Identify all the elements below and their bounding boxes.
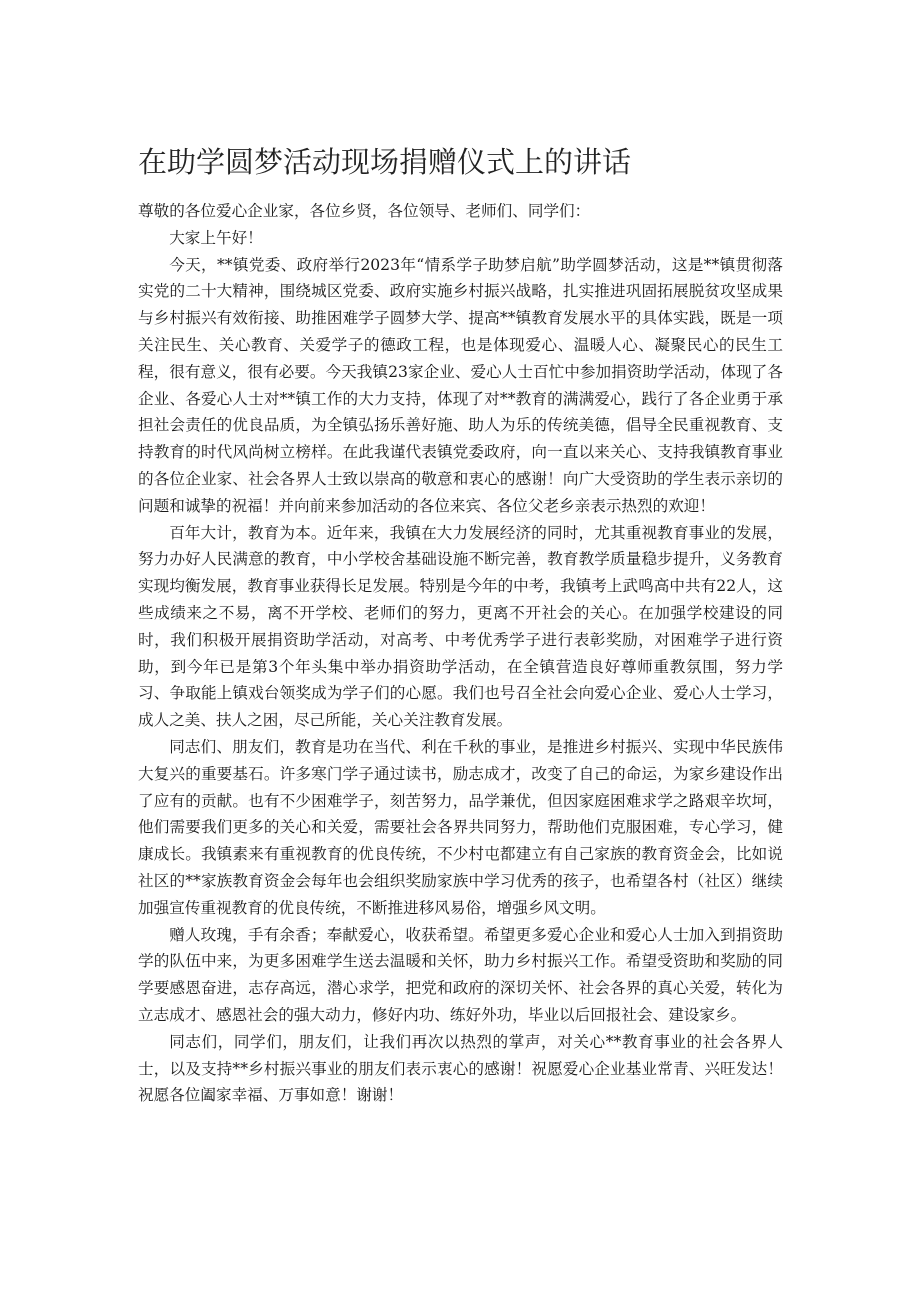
paragraph-greeting: 大家上午好！ xyxy=(169,228,263,247)
paragraph-closing: 同志们，同学们，朋友们，让我们再次以热烈的掌声，对关心**教育事业的社会各界人士，以及支持**乡村振兴事业的朋友们表示衷心的感谢！祝愿爱心企业基业常青、兴旺发达！祝愿各位阖家幸福、万事如意！谢谢！ xyxy=(138,1032,783,1105)
paragraph-education-development: 百年大计，教育为本。近年来，我镇在大力发展经济的同时，尤其重视教育事业的发展，努力办好人民满意的教育，中小学校舍基础设施不断完善，教育教学质量稳步提升，义务教育实现均衡发展，教育事业获得长足发展。特别是今年的中考，我镇考上武鸣高中共有22人，这些成绩来之不易，离不开学校、老师们的努力，更离不开社会的关心。在加强学校建设的同时，我们积极开展捐资助学活动，对高考、中考优秀学子进行表彰奖励，对困难学子进行资助，到今年已是第3个年头集中举办捐资助学活动，在全镇营造良好尊师重教氛围，努力学习、争取能上镇戏台领奖成为学子们的心愿。我们也号召全社会向爱心企业、爱心人士学习，成人之美、扶人之困，尽己所能，关心关注教育发展。 xyxy=(138,523,783,730)
document-title: 在助学圆梦活动现场捐赠仪式上的讲话 xyxy=(138,145,632,179)
paragraph-hopes: 赠人玫瑰，手有余香；奉献爱心，收获希望。希望更多爱心企业和爱心人士加入到捐资助学的队伍中来，为更多困难学生送去温暖和关怀，助力乡村振兴工作。希望受资助和奖励的同学要感恩奋进，志存高远，潜心求学，把党和政府的深切关怀、社会各界的真心关爱，转化为立志成才、感恩社会的强大动力，修好内功、练好外功，毕业以后回报社会、建设家乡。 xyxy=(138,925,783,1024)
paragraph-education-importance: 同志们、朋友们，教育是功在当代、利在千秋的事业，是推进乡村振兴、实现中华民族伟大复兴的重要基石。许多寒门学子通过读书，励志成才，改变了自己的命运，为家乡建设作出了应有的贡献。也有不少困难学子，刻苦努力，品学兼优，但因家庭困难求学之路艰辛坎坷，他们需要我们更多的关心和关爱，需要社会各界共同努力，帮助他们克服困难，专心学习，健康成长。我镇素来有重视教育的优良传统，不少村屯都建立有自己家族的教育资金会，比如说社区的**家族教育资金会每年也会组织奖励家族中学习优秀的孩子，也希望各村（社区）继续加强宣传重视教育的优良传统，不断推进移风易俗，增强乡风文明。 xyxy=(138,737,783,917)
paragraph-event-intro: 今天，**镇党委、政府举行2023年“情系学子助梦启航”助学圆梦活动，这是**镇贯彻落实党的二十大精神，围绕城区党委、政府实施乡村振兴战略，扎实推进巩固拓展脱贫攻坚成果与乡村振兴有效衔接、助推困难学子圆梦大学、提高**镇教育发展水平的具体实践，既是一项关注民生、关心教育、关爱学子的德政工程，也是体现爱心、温暖人心、凝聚民心的民生工程，很有意义，很有必要。今天我镇23家企业、爱心人士百忙中参加捐资助学活动，体现了各企业、各爱心人士对**镇工作的大力支持，体现了对**教育的满满爱心，践行了各企业勇于承担社会责任的优良品质，为全镇弘扬乐善好施、助人为乐的传统美德，倡导全民重视教育、支持教育的时代风尚树立榜样。在此我谨代表镇党委政府，向一直以来关心、支持我镇教育事业的各位企业家、社会各界人士致以崇高的敬意和衷心的感谢！向广大受资助的学生表示亲切的问题和诚挚的祝福！并向前来参加活动的各位来宾、各位父老乡亲表示热烈的欢迎！ xyxy=(138,255,783,515)
salutation: 尊敬的各位爱心企业家，各位乡贤，各位领导、老师们、同学们： xyxy=(138,202,591,220)
document-body xyxy=(138,198,783,1109)
